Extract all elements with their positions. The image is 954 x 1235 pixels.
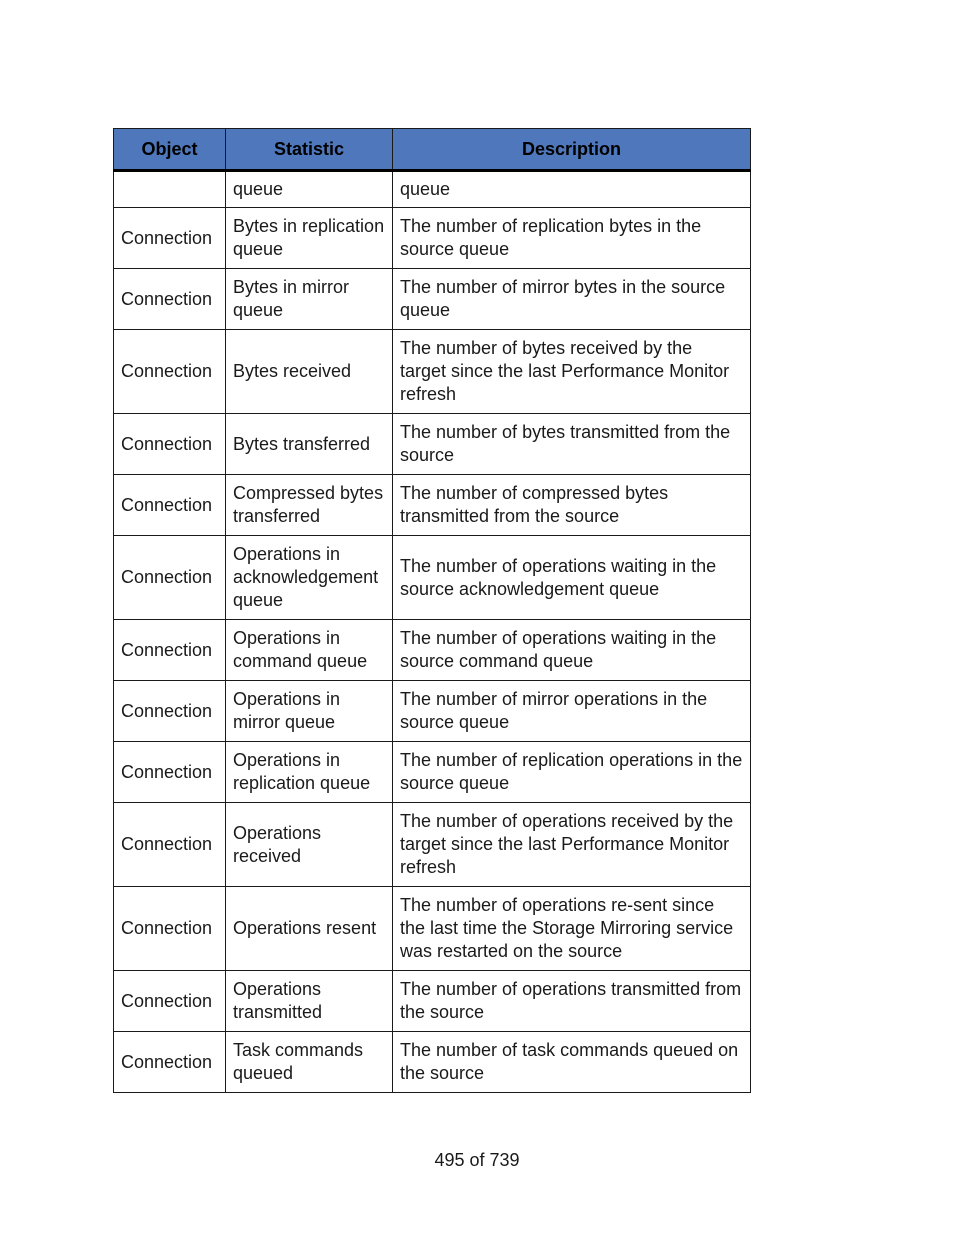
cell-statistic: Operations transmitted (226, 971, 393, 1032)
cell-description: The number of operations received by the target since the last Performance Monitor refresh (393, 803, 751, 887)
cell-object: Connection (114, 475, 226, 536)
cell-statistic: Operations in replication queue (226, 742, 393, 803)
table-row (114, 971, 751, 1032)
cell-description: The number of replication operations in the source queue (393, 742, 751, 803)
table-row (114, 1032, 751, 1093)
table-row (114, 536, 751, 620)
table-row (114, 171, 751, 208)
table-header (114, 129, 751, 171)
cell-description: queue (393, 171, 751, 208)
cell-description: The number of mirror operations in the source queue (393, 681, 751, 742)
table-row (114, 330, 751, 414)
table-row (114, 620, 751, 681)
cell-object: Connection (114, 330, 226, 414)
cell-object: Connection (114, 803, 226, 887)
cell-statistic: Bytes in mirror queue (226, 269, 393, 330)
table-row (114, 414, 751, 475)
cell-statistic: Bytes received (226, 330, 393, 414)
cell-statistic: Task commands queued (226, 1032, 393, 1093)
cell-statistic: queue (226, 171, 393, 208)
table-body (114, 171, 751, 1093)
table-row (114, 887, 751, 971)
cell-object: Connection (114, 1032, 226, 1093)
cell-statistic: Operations in mirror queue (226, 681, 393, 742)
cell-description: The number of operations waiting in the source command queue (393, 620, 751, 681)
cell-object: Connection (114, 681, 226, 742)
statistics-table (113, 128, 751, 1093)
cell-statistic: Operations resent (226, 887, 393, 971)
cell-description: The number of bytes transmitted from the source (393, 414, 751, 475)
cell-description: The number of compressed bytes transmitted from the source (393, 475, 751, 536)
cell-statistic: Bytes transferred (226, 414, 393, 475)
cell-description: The number of bytes received by the target since the last Performance Monitor refresh (393, 330, 751, 414)
header-statistic: Statistic (226, 129, 393, 171)
header-object: Object (114, 129, 226, 171)
cell-description: The number of mirror bytes in the source queue (393, 269, 751, 330)
cell-statistic: Bytes in replication queue (226, 208, 393, 269)
cell-object: Connection (114, 971, 226, 1032)
cell-object (114, 171, 226, 208)
cell-statistic: Compressed bytes transferred (226, 475, 393, 536)
cell-description: The number of replication bytes in the source queue (393, 208, 751, 269)
cell-description: The number of operations waiting in the source acknowledgement queue (393, 536, 751, 620)
cell-description: The number of operations re-sent since the last time the Storage Mirroring service was restarted on the source (393, 887, 751, 971)
table-row (114, 269, 751, 330)
table-row (114, 742, 751, 803)
cell-object: Connection (114, 742, 226, 803)
table-row (114, 475, 751, 536)
header-description: Description (393, 129, 751, 171)
cell-object: Connection (114, 887, 226, 971)
cell-object: Connection (114, 208, 226, 269)
cell-description: The number of task commands queued on the source (393, 1032, 751, 1093)
cell-statistic: Operations in command queue (226, 620, 393, 681)
table-row (114, 681, 751, 742)
cell-object: Connection (114, 620, 226, 681)
cell-statistic: Operations in acknowledgement queue (226, 536, 393, 620)
table-row (114, 208, 751, 269)
cell-object: Connection (114, 536, 226, 620)
cell-description: The number of operations transmitted from the source (393, 971, 751, 1032)
cell-statistic: Operations received (226, 803, 393, 887)
page-number: 495 of 739 (434, 1150, 520, 1170)
cell-object: Connection (114, 269, 226, 330)
cell-object: Connection (114, 414, 226, 475)
header-row (114, 129, 751, 171)
table-row (114, 803, 751, 887)
